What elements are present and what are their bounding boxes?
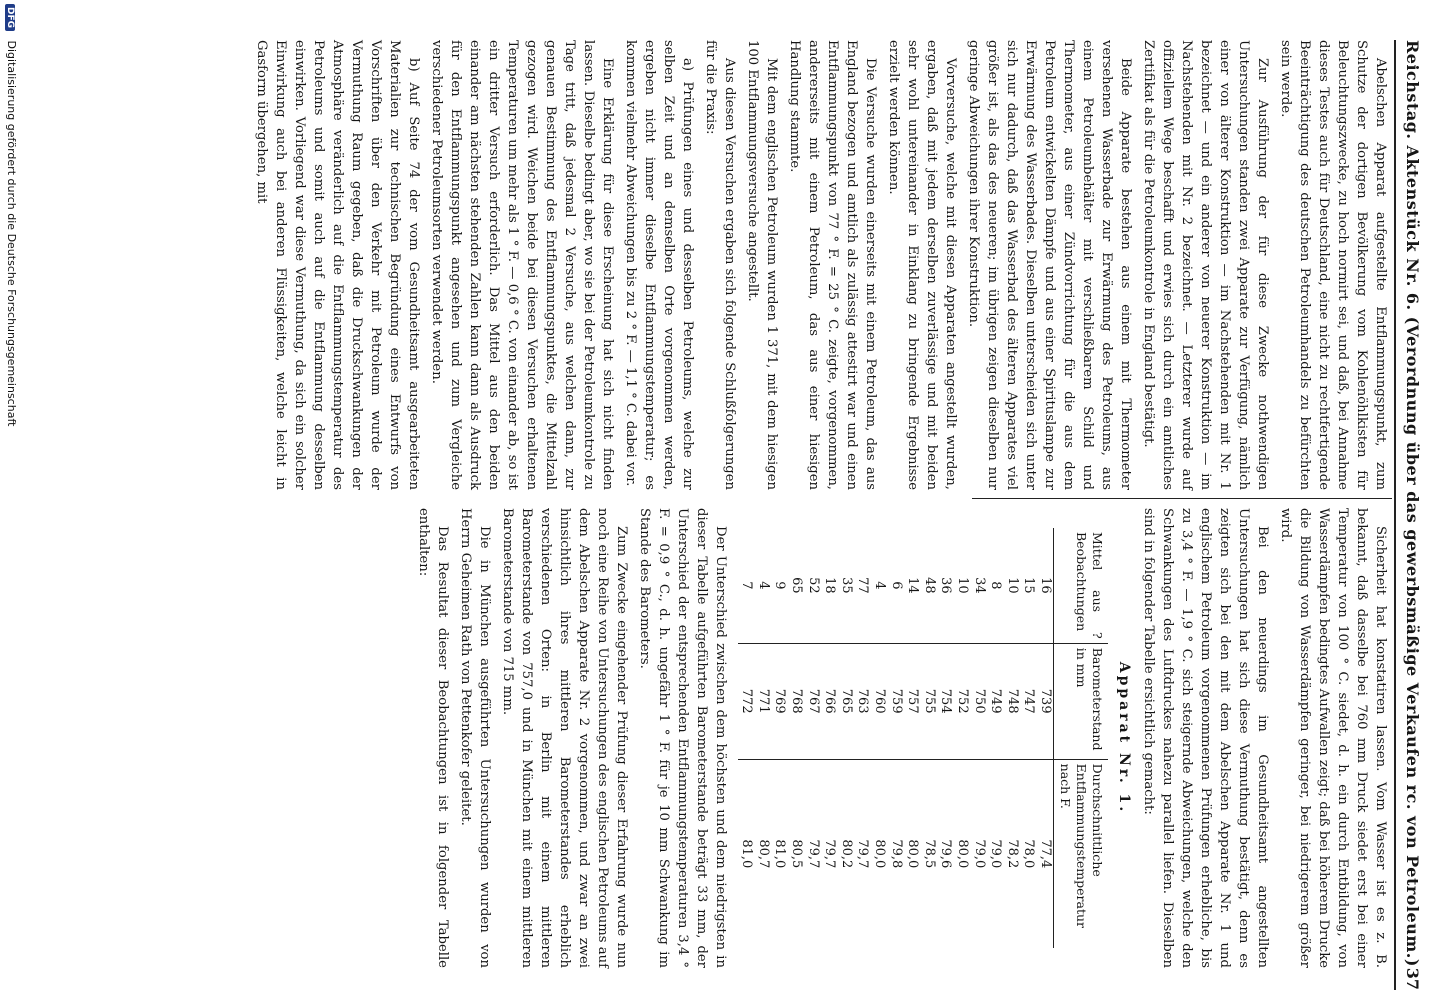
table-cell: 65: [789, 577, 805, 594]
left-column: [248, 40, 1390, 490]
table-row: [821, 528, 838, 948]
paragraph: Die Versuche wurden einerseits mit einem Petroleum, das aus England bezogen und amtlich als zulässig attestirt war und einen Entflammungspunkt von 77 ° F. = 25 ° C. zeigte, vorgenommen, andererseits mit einem Petroleum, das aus einer hiesigen Handlung stammte.: [787, 40, 878, 490]
header-barometer: Barometerstand in mm: [1054, 643, 1109, 759]
table-cell: 79,8: [887, 759, 904, 948]
digitization-note: Digitalisierung gefördert durch die Deutsche Forschungsgemeinschaft: [5, 40, 18, 427]
table-cell: 8: [988, 581, 1004, 590]
table-cell: 79,7: [804, 759, 821, 948]
table-cell: 80,2: [837, 759, 854, 948]
table-cell: 79,7: [854, 759, 871, 948]
dfg-logo: DFG: [5, 4, 15, 31]
paragraph: Mit dem englischen Petroleum wurden 1 371, mit dem hiesigen 100 Entflammungsversuche angestellt.: [745, 40, 779, 490]
paragraph: Beide Apparate bestehen aus einem mit Thermometer versehenen Wasserbade zur Erwärmung des Petroleums, aus einem Petroleumbehälter mit verschließbarem Schild und Thermometer, aus einer Zündvorrichtung für die aus dem Petroleum entwickelten Dämpfe und aus einer Spirituslampe zur Erwärmung des Wasserbades. Dieselben unterscheiden sich unter sich nur dadurch, daß das Wasserbad des älteren Apparates viel größer ist, als das des neueren; im übrigen zeigen dieselben nur geringe Abweichungen ihrer Konstruktion.: [966, 40, 1133, 490]
table-row: [970, 528, 987, 948]
paragraph: Sicherheit hat konstatiren lassen. Vom Wasser ist es z. B. bekannt, daß dasselbe bei 760 mm Druck siedet erst bei einer Temperatur von 100 ° C. siedet, d. h. ein durch Entbildung, von Wasserdämpfen bedingtes Aufwallen zeigt; daß bei höherem Drucke die Bildung von Wasserdämpfen geringer, bei niedrigerem größer wird.: [1278, 508, 1388, 968]
table-cell: 18: [822, 577, 838, 594]
paragraph: Das Resultat dieser Beobachtungen ist in folgender Tabelle enthalten:: [415, 508, 450, 968]
table-row: [1003, 528, 1020, 948]
table-cell: 4: [872, 581, 888, 590]
table-cell: 35: [838, 577, 854, 594]
table-row: [904, 528, 921, 948]
paragraph: Vorversuche, welche mit diesen Apparaten angestellt wurden, ergaben, daß mit jedem derselben zuverlässige und mit beiden sehr wohl untereinander in Einklang zu bringende Ergebnisse erzielt werden können.: [886, 40, 958, 490]
paragraph: Zum Zwecke eingehender Prüfung dieser Erfahrung wurde nun noch eine Reihe von Untersuchungen des englischen Petroleums auf dem Abelschen Apparate Nr. 2 vorgenommen, und zwar an zwei hinsichtlich ihres mittleren Barometerstandes erheblich verschiedenen Orten: in Berlin mit einem mittleren Barometerstande von 757,0 und in München mit einem mittleren Barometerstande von 715 mm.: [499, 508, 629, 968]
table-cell: 739: [1036, 643, 1053, 759]
table-row: [804, 528, 821, 948]
table-cell: 749: [987, 643, 1004, 759]
table-cell: 10: [955, 577, 971, 594]
table-cell: 78,0: [1020, 759, 1037, 948]
table-row: [738, 528, 755, 948]
paragraph: Der Unterschied zwischen dem höchsten und dem niedrigsten in dieser Tabelle aufgeführten Barometerstande beträgt 33 mm, der Unterschied der entsprechenden Entflammungstemperaturen 3,4 ° F. = 0,9 ° C., d. h. ungefähr 1 ° F. für je 10 mm Schwankung im Stande des Barometers.: [636, 508, 728, 968]
table-body: [738, 528, 1054, 948]
table-cell: 4: [755, 581, 771, 590]
column-divider: [972, 498, 1392, 499]
paragraph: Bei den neuerdings im Gesundheitsamt angestellten Untersuchungen hat sich diese Vermuthung bestätigt, denn es zeigten sich bei den mit dem Abelschen Apparate Nr. 1 und englischem Petroleum vorgenommenen Prüfungen erhebliche, bis zu 3,4 ° F. — 1,9 ° C. sich steigernde Abweichungen, welche den Schwankungen des Luftdruckes nahezu parallel liefen. Dieselben sind in folgender Tabelle ersichtlich gemacht:: [1141, 508, 1270, 968]
digitization-footer: [2, 4, 18, 704]
table-row: [887, 528, 904, 948]
table-row: [788, 528, 805, 948]
table-cell: 9: [772, 581, 788, 590]
table-cell: 7: [739, 581, 755, 590]
table-row: [837, 528, 854, 948]
table-cell: 34: [971, 577, 987, 594]
right-column: [410, 508, 1390, 968]
table-header-row: [1054, 528, 1109, 948]
table-cell: 748: [1003, 643, 1020, 759]
table-cell: 759: [887, 643, 904, 759]
paragraph: Eine Erklärung für diese Erscheinung hat sich nicht finden lassen. Dieselbe bedingt aber, wo sie bei der Petroleumkontrole zu Tage tritt, daß jedesmal 2 Versuche, aus welchen dann, zur genauen Bestimmung des Entflammungspunktes, die Mittelzahl gezogen wird. Weichen beide bei diesen Versuchen erhaltenen Temperaturen um mehr als 1 ° F. — 0,6 ° C. von einander ab, so ist ein dritter Versuch erforderlich. Das Mittel aus den beiden einander am nächsten stehenden Zahlen kann dann als Ausdruck für den Entflammungspunkt angesehen und zum Vergleiche verschiedener Petroleumsorten verwendet werden.: [429, 40, 615, 490]
paragraph: b) Auf Seite 74 der vom Gesundheitsamt ausgearbeiteten Materialien zur technischen Begründung eines Entwurfs von Vorschriften über den Verkehr mit Petroleum wurde der Vermuthung Raum gegeben, daß die Druckschwankungen der Atmosphäre veränderlich auf die Entflammungstemperatur des Petroleums und somit auch auf die Entflammung desselben einwirken. Vorliegend war diese Vermuthung, da sich ein solcher Einwirkung auch bei anderen Flüssigkeiten, welche leicht in Gasform übergehen, mit: [254, 40, 421, 490]
table-cell: 80,0: [870, 759, 887, 948]
table-cell: 769: [771, 643, 788, 759]
table-cell: 767: [804, 643, 821, 759]
table-row: [1036, 528, 1053, 948]
page-header: [1394, 40, 1426, 990]
table-cell: 78,5: [920, 759, 937, 948]
table-cell: 79,0: [970, 759, 987, 948]
paragraph: Die in München ausgeführten Untersuchungen wurden von Herrn Geheimen Rath von Pettenkofer geleitet.: [457, 508, 492, 968]
table-cell: 754: [937, 643, 954, 759]
table-cell: 79,7: [821, 759, 838, 948]
table-cell: 771: [754, 643, 771, 759]
table-row: [953, 528, 970, 948]
table-cell: 80,0: [904, 759, 921, 948]
table-row: [754, 528, 771, 948]
table-cell: 77,4: [1036, 759, 1053, 948]
table-cell: 48: [921, 577, 937, 594]
table-cell: 78,2: [1003, 759, 1020, 948]
table-cell: 10: [1004, 577, 1020, 594]
paragraph: a) Prüfungen eines und desselben Petroleums, welche zur selben Zeit und an demselben Orte vorgenommen werden, ergeben nicht immer dieselbe Entflammungstemperatur; es kommen vielmehr Abweichungen bis zu 2 ° F. — 1,1 ° C. dabei vor.: [623, 40, 695, 490]
table-row: [771, 528, 788, 948]
table-cell: 15: [1021, 577, 1037, 594]
table-cell: 766: [821, 643, 838, 759]
table-cell: 772: [738, 643, 755, 759]
table-cell: 760: [870, 643, 887, 759]
table-cell: 750: [970, 643, 987, 759]
table-cell: 81,0: [771, 759, 788, 948]
table-cell: 763: [854, 643, 871, 759]
table-cell: 765: [837, 643, 854, 759]
right-intro-text: [1139, 508, 1390, 968]
table-cell: 768: [788, 643, 805, 759]
barometer-table: [738, 528, 1108, 948]
paragraph: Zur Ausführung der für diese Zwecke nothwendigen Untersuchungen standen zwei Apparate zur Verfügung, nämlich einer von älterer Konstruktion — im Nachstehenden mit Nr. 1 bezeichnet — und ein anderer von neuerer Konstruktion — im Nachstehenden mit Nr. 2 bezeichnet. — Letzterer wurde auf offiziellem Wege beschafft und erwies sich durch ein amtliches Zertifikat als für die Petroleumkontrole in England bestätigt.: [1141, 40, 1270, 490]
table-row: [854, 528, 871, 948]
table-cell: 752: [953, 643, 970, 759]
table-title: Apparat Nr. 1.: [1116, 661, 1132, 815]
table-row: [987, 528, 1004, 948]
table-cell: 79,6: [937, 759, 954, 948]
table-cell: 77: [855, 577, 871, 594]
table-cell: 14: [905, 577, 921, 594]
page-number: 37: [1403, 967, 1422, 990]
header-temperature: Durchschnittliche Entflammungstemperatur nach F.: [1054, 759, 1109, 948]
table-cell: 755: [920, 643, 937, 759]
table-cell: 80,0: [953, 759, 970, 948]
paragraph: Abelschen Apparat aufgestellte Entflammungspunkt, zum Schutze der dortigen Bevölkerung vom Kohlenöhlkisten für Beleuchtungszwecke, zu hoch normirt sei, und daß, bei Annahme dieses Testes auch für Deutschland, eine nicht zu rechtfertigende Beeinträchtigung des deutschen Petroleumhandels zu befürchten sein werde.: [1278, 40, 1388, 490]
table-cell: 81,0: [738, 759, 755, 948]
running-title: Reichstag. Aktenstück Nr. 6. (Verordnung über das gewerbsmäßige Verkaufen rc. von Petroleum.): [1403, 40, 1422, 967]
table-row: [870, 528, 887, 948]
table-cell: 36: [938, 577, 954, 594]
table-cell: 52: [805, 577, 821, 594]
table-row: [1020, 528, 1037, 948]
table-cell: 757: [904, 643, 921, 759]
paragraph: Aus diesen Versuchen ergaben sich folgende Schlußfolgerungen für die Praxis:: [703, 40, 737, 490]
header-rule: [1394, 40, 1396, 990]
table-row: [920, 528, 937, 948]
table-cell: 79,0: [987, 759, 1004, 948]
table-cell: 80,7: [754, 759, 771, 948]
table-row: [937, 528, 954, 948]
right-after-text: [414, 508, 730, 968]
table-cell: 747: [1020, 643, 1037, 759]
table-cell: 80,5: [788, 759, 805, 948]
header-observations: Mittel aus ? Beobachtungen: [1054, 528, 1109, 643]
table-cell: 6: [888, 581, 904, 590]
table-cell: 16: [1038, 577, 1053, 594]
